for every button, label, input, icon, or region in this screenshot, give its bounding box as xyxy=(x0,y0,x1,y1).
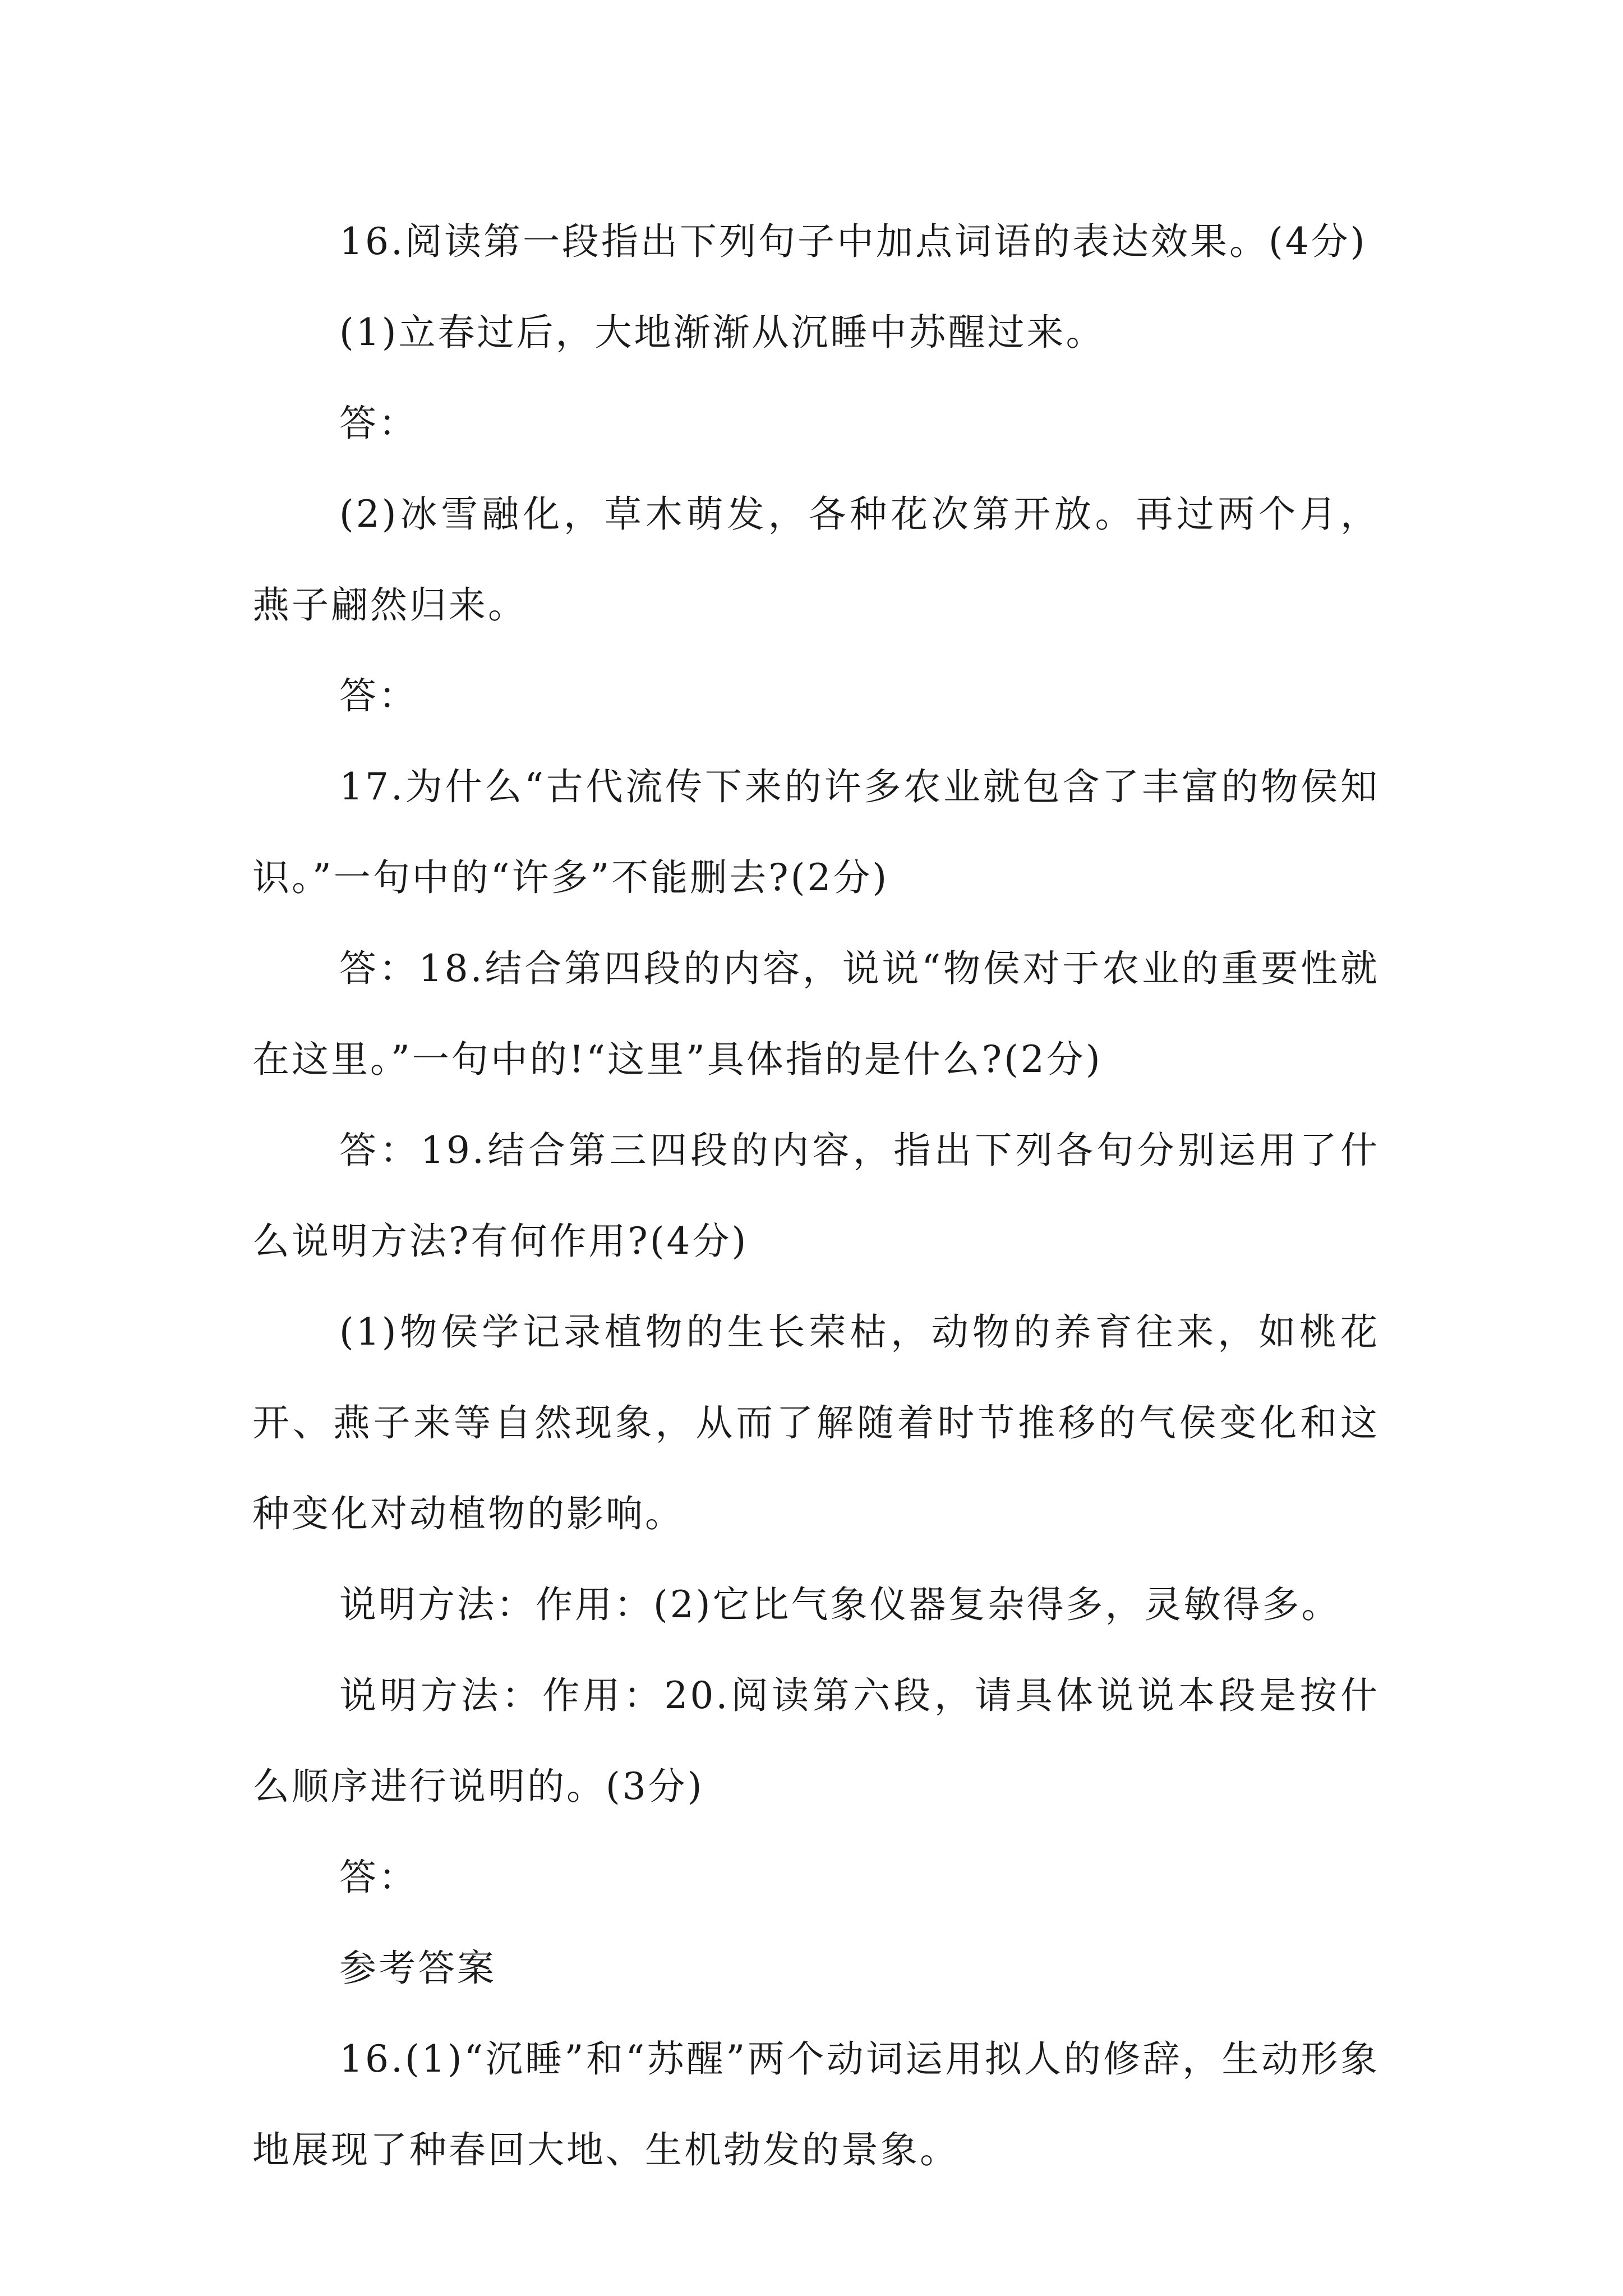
question-16-item-2: (2)冰雪融化，草木萌发，各种花次第开放。再过两个月，燕子翩然归来。 xyxy=(252,493,1380,627)
question-19-item-2: 说明方法：作用：(2)它比气象仪器复杂得多，灵敏得多。 xyxy=(339,1583,1341,1626)
question-19-item-1: (1)物侯学记录植物的生长荣枯，动物的养育往来，如桃花开、燕子来等自然现象，从而了解随着时节推移的气侯变化和这种变化对动植物的影响。 xyxy=(252,1310,1380,1535)
answer-line: 答： xyxy=(339,1856,418,1899)
reference-answer-heading: 参考答案 xyxy=(339,1947,496,1990)
question-17: 17.为什么“古代流传下来的许多农业就包含了丰富的物侯知识。”一句中的“许多”不能删去?(2分) xyxy=(252,765,1380,899)
document-body xyxy=(252,196,1380,2196)
question-19: 答：19.结合第三四段的内容，指出下列各句分别运用了什么说明方法?有何作用?(4分) xyxy=(252,1129,1380,1263)
reference-answer-16: 16.(1)“沉睡”和“苏醒”两个动词运用拟人的修辞，生动形象地展现了种春回大地、生机勃发的景象。 xyxy=(252,2037,1380,2171)
answer-line: 答： xyxy=(339,674,418,717)
question-18: 答：18.结合第四段的内容，说说“物侯对于农业的重要性就在这里。”一句中的!“这里”具体指的是什么?(2分) xyxy=(252,947,1380,1081)
question-16: 16.阅读第一段指出下列句子中加点词语的表达效果。(4分) xyxy=(339,220,1367,263)
question-16-item-1: (1)立春过后，大地渐渐从沉睡中苏醒过来。 xyxy=(339,311,1105,354)
answer-line: 答： xyxy=(339,402,418,445)
question-20: 说明方法：作用：20.阅读第六段，请具体说说本段是按什么顺序进行说明的。(3分) xyxy=(252,1674,1380,1808)
